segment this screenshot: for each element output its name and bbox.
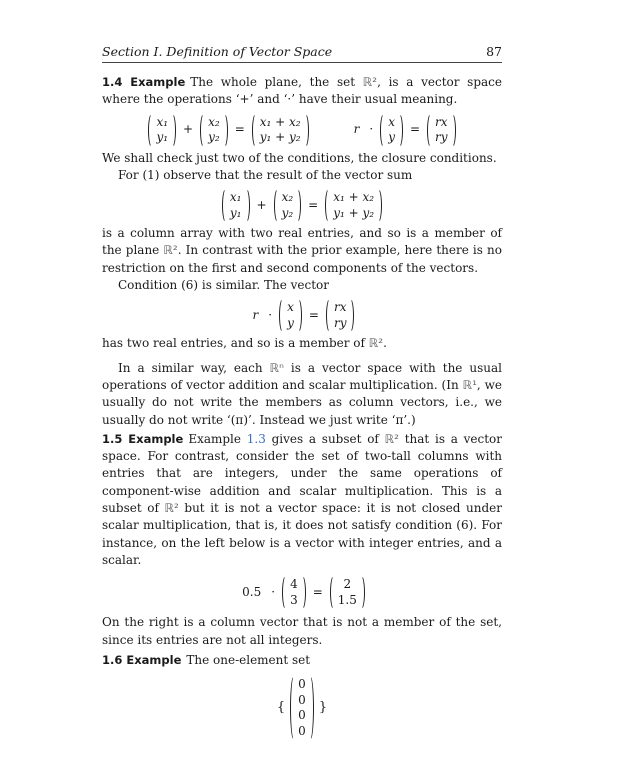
vector: x₁ + x₂ y₁ + y₂ <box>252 113 309 148</box>
vector: 0 0 0 0 <box>290 675 314 741</box>
paragraph: is a column array with two real entries, and so is a member of the plane ℝ². In contrast with the prior example, here there is no restriction on the first and second components of the vectors. <box>102 226 502 275</box>
vector: 4 3 <box>282 575 306 610</box>
paragraph: On the right is a column vector that is not a member of the set, since its entries are not all integers. <box>102 615 502 647</box>
set-symbol: ℝ² <box>362 75 378 89</box>
example-1-5: 1.5 Example Example 1.3 gives a subset of ℝ² that is a vector space. For contrast, consider the set of two-tall columns with entries that are integers, under the same operations of component-wise addition and scalar multiplication. This is a subset of ℝ² but it is not a vector space: it is not closed under scalar multiplication, that is, it does not satisfy condition (6). For instance, on the left below is a vector with integer entries, and a scalar. <box>102 431 503 567</box>
example-1-6: 1.6 Example The one-element set <box>102 652 311 667</box>
body-text <box>102 74 502 743</box>
section-title: Section I. Definition of Vector Space <box>102 44 333 59</box>
equation-one-element-set: { 0 0 0 0 } <box>102 675 502 741</box>
running-header <box>102 44 502 63</box>
vector: 2 1.5 <box>330 575 365 610</box>
paragraph: For (1) observe that the result of the vector sum <box>118 167 413 182</box>
equation-vector-sum: x₁ y₁ + x₂ y₂ = x₁ + x₂ y₁ + y₂ <box>102 188 502 223</box>
example-label: 1.5 Example <box>102 431 184 446</box>
vector: x₂ y₂ <box>274 188 302 223</box>
vector: x₂ y₂ <box>200 113 228 148</box>
vector: x y <box>380 113 403 148</box>
example-label: 1.6 Example <box>102 652 182 667</box>
vector: x₁ y₁ <box>148 113 176 148</box>
equation-scalar-mult: r · x y = rx ry <box>102 298 502 333</box>
paragraph: We shall check just two of the conditions, the closure conditions. <box>102 150 497 165</box>
vector: x y <box>279 298 302 333</box>
example-ref-link[interactable]: 1.3 <box>246 431 266 446</box>
vector: x₁ + x₂ y₁ + y₂ <box>325 188 382 223</box>
vector: rx ry <box>326 298 355 333</box>
vector: x₁ y₁ <box>222 188 250 223</box>
equation-half-scalar: 0.5 · 4 3 = 2 1.5 <box>102 575 502 610</box>
example-1-4-intro: 1.4 Example The whole plane, the set ℝ², is a vector space where the operations ‘+’ and ‘·’ have their usual meaning. <box>102 75 502 107</box>
paragraph: has two real entries, and so is a member of ℝ². <box>102 336 387 351</box>
paragraph: In a similar way, each ℝⁿ is a vector space with the usual operations of vector addition and scalar multiplication. (In ℝ¹, we usually do not write the members as column vectors, i.e., we usually do not write ‘(π)’. Instead we just write ‘π’.) <box>102 360 502 427</box>
example-label: 1.4 Example <box>102 75 186 89</box>
paragraph: Condition (6) is similar. The vector <box>118 278 329 293</box>
equation-plane-operations: x₁ y₁ + x₂ y₂ = x₁ + x₂ y₁ + y₂ r · x y = rx ry <box>102 113 502 148</box>
page-number: 87 <box>486 44 502 59</box>
vector: rx ry <box>427 113 456 148</box>
